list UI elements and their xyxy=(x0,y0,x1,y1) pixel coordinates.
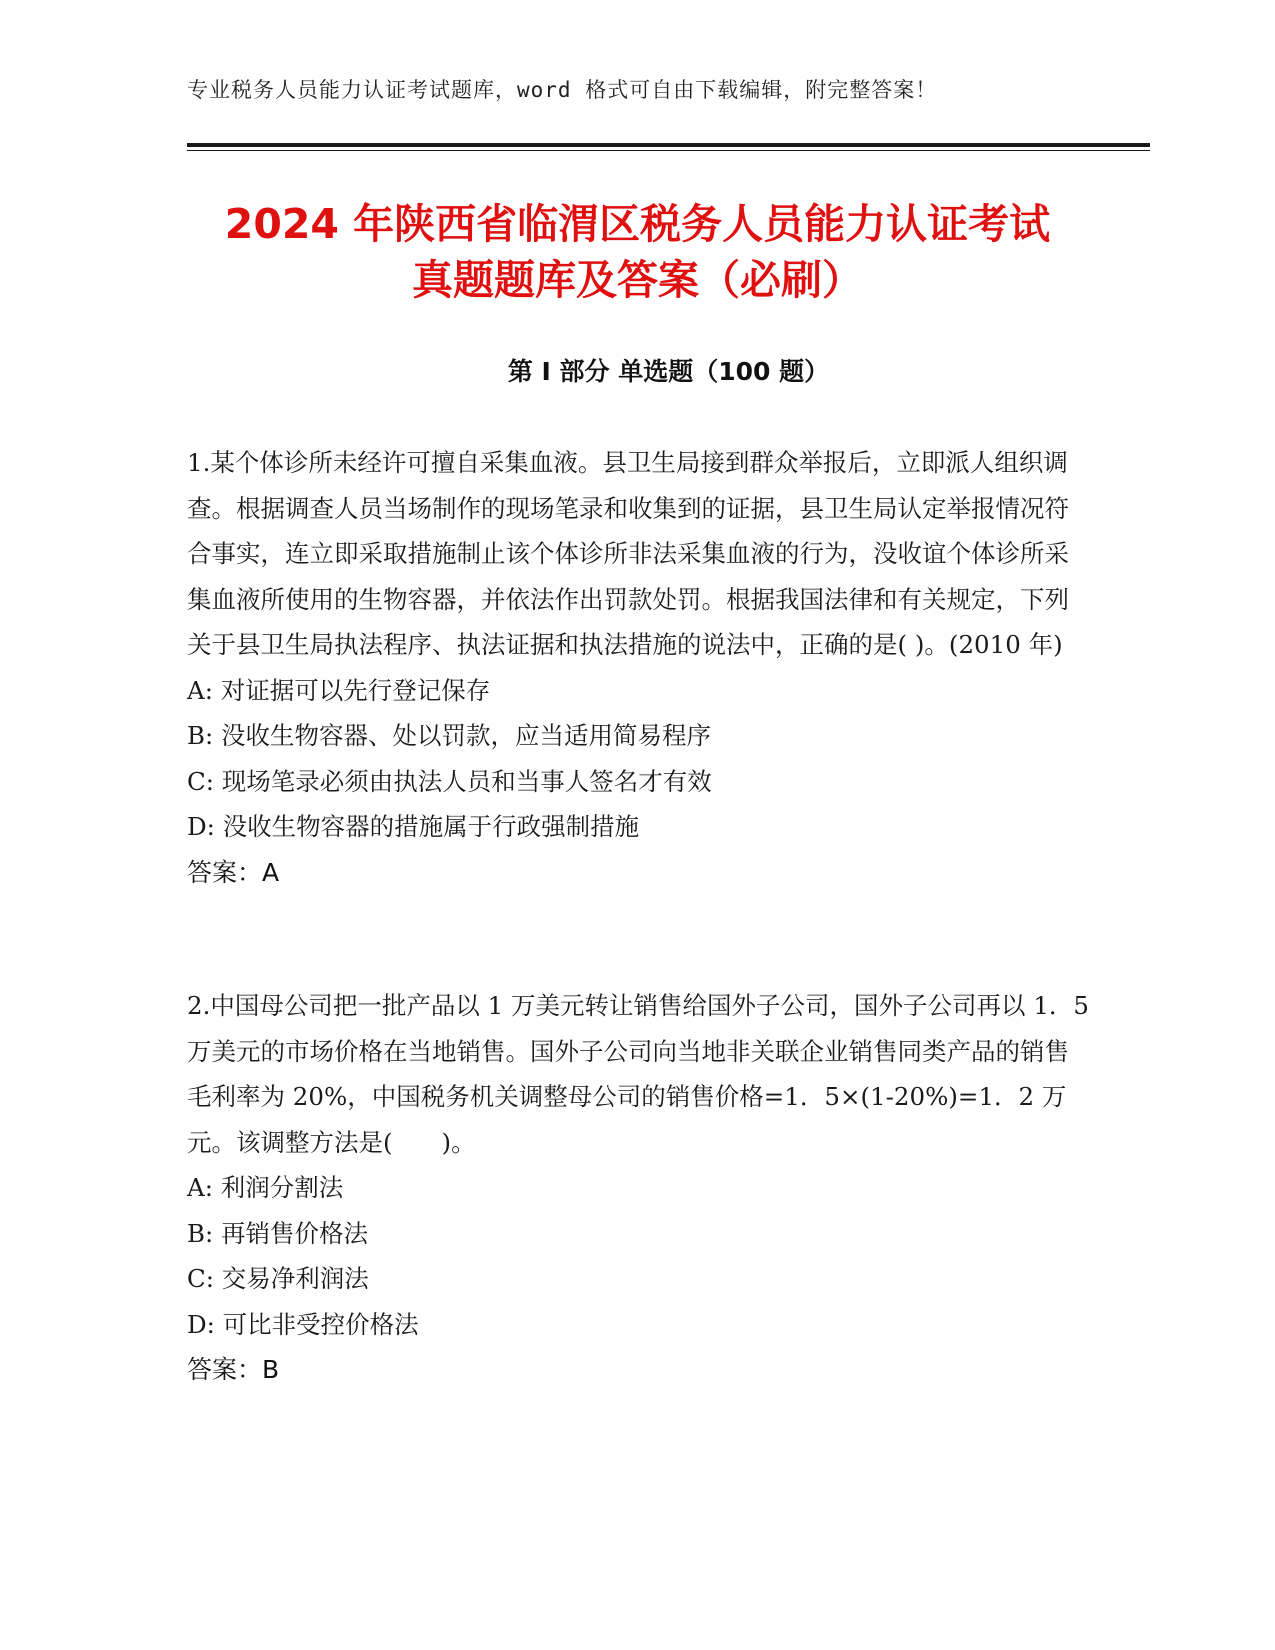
question-1 xyxy=(187,440,1092,895)
question-2 xyxy=(187,983,1092,1393)
header-note: 专业税务人员能力认证考试题库，word 格式可自由下载编辑，附完整答案！ xyxy=(187,78,938,102)
option-a: A: 利润分割法 xyxy=(187,1173,344,1202)
answer: 答案：B xyxy=(187,1355,280,1384)
option-c: C: 现场笔录必须由执法人员和当事人签名才有效 xyxy=(187,766,712,796)
title-line-1: 2024 年陕西省临渭区税务人员能力认证考试 xyxy=(224,200,1051,248)
question-stem: 2.中国母公司把一批产品以 1 万美元转让销售给国外子公司，国外子公司再以 1．5 万美元的市场价格在当地销售。国外子公司向当地非关联企业销售同类产品的销售毛利率为 20%，中国税务机关调整母公司的销售价格=1．5×(1-20%)=1．2 万元。该调整方法是( )。 xyxy=(187,991,1089,1157)
option-a: A: 对证据可以先行登记保存 xyxy=(187,675,491,705)
document-title xyxy=(150,196,1125,308)
option-b: B: 再销售价格法 xyxy=(187,1218,369,1248)
option-d: D: 可比非受控价格法 xyxy=(187,1309,419,1339)
answer: 答案：A xyxy=(187,857,280,887)
title-line-2: 真题题库及答案（必刷） xyxy=(412,256,863,304)
option-b: B: 没收生物容器、处以罚款，应当适用简易程序 xyxy=(187,721,712,750)
option-d: D: 没收生物容器的措施属于行政强制措施 xyxy=(187,812,640,841)
header-rule-thick xyxy=(187,143,1150,147)
option-c: C: 交易净利润法 xyxy=(187,1264,369,1293)
header-rule-thin xyxy=(187,150,1150,151)
question-stem: 1.某个体诊所未经许可擅自采集血液。县卫生局接到群众举报后，立即派人组织调查。根据调查人员当场制作的现场笔录和收集到的证据，县卫生局认定举报情况符合事实，连立即采取措施制止该个体诊所非法采集血液的行为，没收谊个体诊所采集血液所使用的生物容器，并依法作出罚款处罚。根据我国法律和有关规定，下列关于县卫生局执法程序、执法证据和执法措施的说法中，正确的是( )。(2010 年) xyxy=(187,448,1069,659)
section-title: 第 I 部分 单选题（100 题） xyxy=(507,357,830,386)
